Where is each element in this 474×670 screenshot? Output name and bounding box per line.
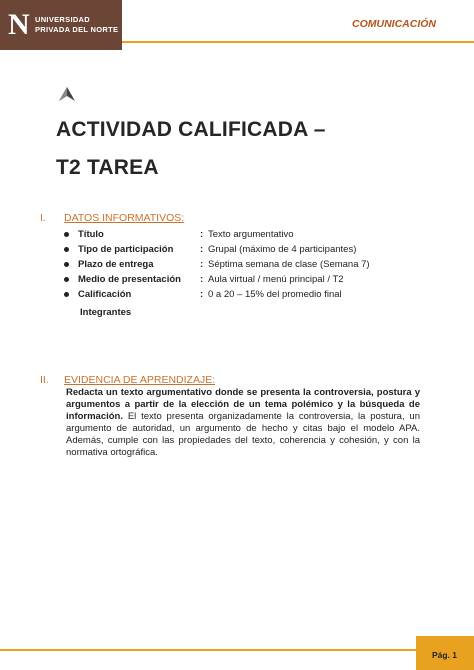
- bullet-icon: [64, 247, 69, 252]
- info-label: Calificación: [78, 289, 132, 300]
- info-colon: :: [200, 259, 204, 270]
- info-row: [64, 272, 444, 287]
- info-row: [64, 287, 444, 302]
- page-title-line2: T2 TAREA: [56, 156, 159, 179]
- logo-n-icon: [8, 10, 30, 40]
- info-value: Aula virtual / menú principal / T2: [208, 274, 344, 285]
- info-label: Medio de presentación: [78, 274, 181, 285]
- info-value: Texto argumentativo: [208, 229, 294, 240]
- header-divider: [122, 41, 474, 43]
- bullet-icon: [64, 292, 69, 297]
- page-number: Pág. 1: [432, 650, 458, 660]
- info-colon: :: [200, 244, 204, 255]
- bullet-icon: [64, 232, 69, 237]
- section-title: DATOS INFORMATIVOS:: [64, 212, 185, 224]
- info-value: Grupal (máximo de 4 participantes): [208, 244, 357, 255]
- university-line1: UNIVERSIDAD: [35, 15, 90, 24]
- bullet-icon: [64, 262, 69, 267]
- info-label: Plazo de entrega: [78, 259, 154, 270]
- bullet-icon: [64, 277, 69, 282]
- info-label: Título: [78, 229, 104, 240]
- university-logo: [0, 0, 122, 50]
- integrantes-label: Integrantes: [80, 307, 132, 318]
- evidence-paragraph: [66, 387, 420, 459]
- header: [0, 0, 474, 50]
- info-list: [64, 227, 444, 302]
- section-number: II.: [40, 374, 49, 386]
- evidence-bold-text: Redacta un texto argumentativo donde se presenta la controversia, postura y argumentos a partir de la elección de un tema polémico y la búsqueda de información.: [66, 387, 420, 422]
- university-line2: PRIVADA DEL NORTE: [35, 25, 119, 34]
- info-row: [64, 257, 444, 272]
- section-title: EVIDENCIA DE APRENDIZAJE:: [64, 374, 216, 386]
- info-row: [64, 227, 444, 242]
- info-value: Séptima semana de clase (Semana 7): [208, 259, 370, 270]
- logo-letter: N: [8, 8, 30, 41]
- info-label: Tipo de participación: [78, 244, 174, 255]
- info-value: 0 a 20 – 15% del promedio final: [208, 289, 342, 300]
- evidence-normal-text: El texto presenta organizadamente la controversia, la postura, un argumento de autoridad, un argumento de hecho y citas bajo el modelo APA. Además, cumple con las propiedades del texto, coherencia y cohesión, y con la normativa ortográfica.: [66, 411, 420, 458]
- footer-divider: [0, 649, 416, 651]
- page-title-line1: ACTIVIDAD CALIFICADA –: [56, 118, 326, 141]
- section-label: COMUNICACIÓN: [352, 18, 436, 30]
- navigation-arrow-icon: [58, 86, 76, 102]
- section-heading-datos: [40, 212, 184, 224]
- info-colon: :: [200, 274, 204, 285]
- logo-text: [35, 15, 118, 35]
- info-colon: :: [200, 289, 204, 300]
- section-heading-evidencia: [40, 374, 215, 386]
- info-colon: :: [200, 229, 204, 240]
- info-row: [64, 242, 444, 257]
- section-number: I.: [40, 212, 46, 224]
